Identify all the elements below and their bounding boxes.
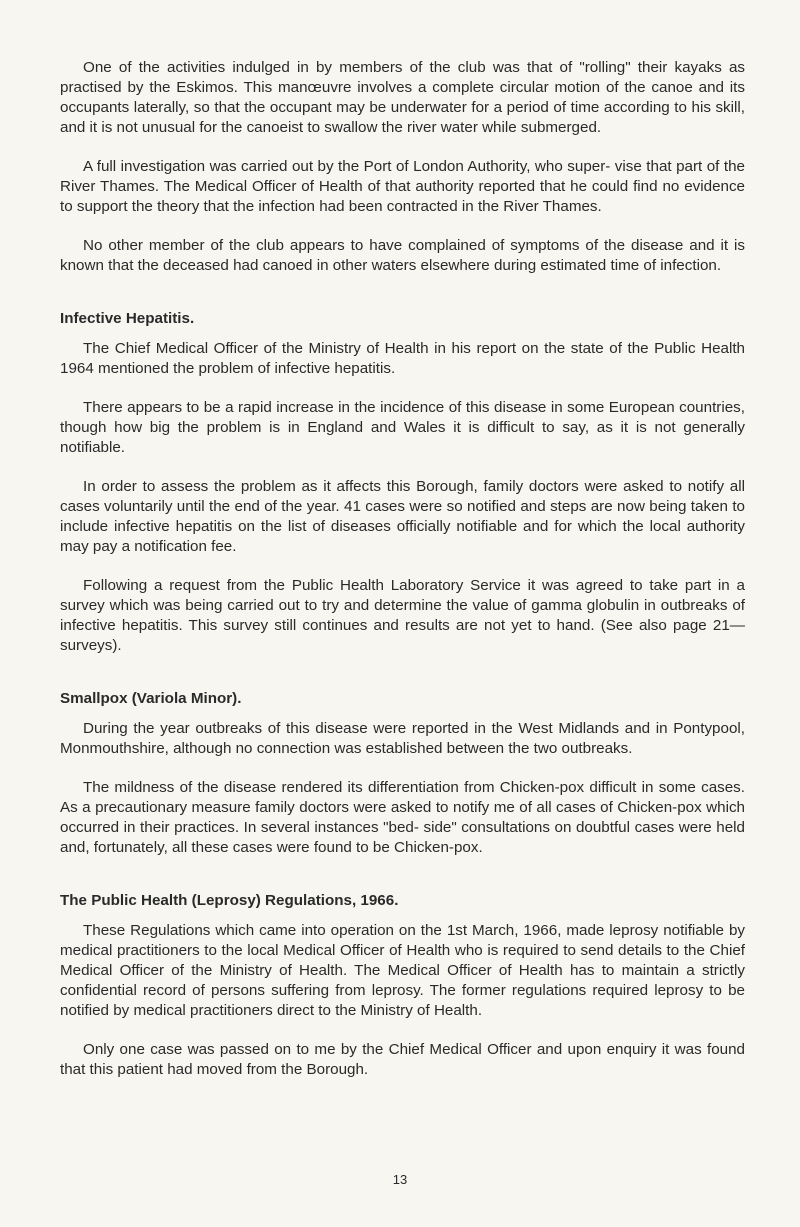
paragraph-hepatitis-survey: Following a request from the Public Health Laboratory Service it was agreed to take part in a survey which was being carried out to try and determine the value of gamma globulin in outbreaks of infective hepatitis. This survey still continues and results are not yet to hand. (See also page 21—surveys). (60, 577, 745, 654)
paragraph-no-other-member: No other member of the club appears to have complained of symptoms of the disease and it is known that the deceased had canoed in other waters elsewhere during estimated time of infection. (60, 237, 745, 274)
paragraph-leprosy-regulations: These Regulations which came into operation on the 1st March, 1966, made leprosy notifiable by medical practitioners to the local Medical Officer of Health who is required to send details to the Chief Medical Officer of the Ministry of Health. The Medical Officer of Health has to maintain a strictly confidential record of persons suffering from leprosy. The former regulations required leprosy to be notified by medical practitioners direct to the Ministry of Health. (60, 922, 745, 1019)
heading-infective-hepatitis: Infective Hepatitis. (60, 310, 195, 327)
paragraph-hepatitis-notify: In order to assess the problem as it affects this Borough, family doctors were asked to notify all cases voluntarily until the end of the year. 41 cases were so notified and steps are now being taken to include infective hepatitis on the list of diseases officially notifiable and for which the local authority may pay a notification fee. (60, 478, 745, 555)
paragraph-smallpox-chickenpox: The mildness of the disease rendered its differentiation from Chicken-pox difficult in some cases. As a precautionary measure family doctors were asked to notify me of all cases of Chicken-pox which occurred in their practices. In several instances "bed- side" consultations on doubtful cases were held and, fortunately, all these cases were found to be Chicken-pox. (60, 779, 745, 856)
paragraph-smallpox-outbreaks: During the year outbreaks of this disease were reported in the West Midlands and in Pontypool, Monmouthshire, although no connection was established between the two outbreaks. (60, 720, 745, 757)
heading-leprosy-regulations: The Public Health (Leprosy) Regulations, 1966. (60, 892, 399, 909)
paragraph-leprosy-case: Only one case was passed on to me by the Chief Medical Officer and upon enquiry it was found that this patient had moved from the Borough. (60, 1041, 745, 1078)
page-number: 13 (392, 1172, 408, 1187)
paragraph-hepatitis-report: The Chief Medical Officer of the Ministry of Health in his report on the state of the Public Health 1964 mentioned the problem of infective hepatitis. (60, 340, 745, 377)
paragraph-port-authority: A full investigation was carried out by the Port of London Authority, who super- vise that part of the River Thames. The Medical Officer of Health of that authority reported that he could find no evidence to support the theory that the infection had been contracted in the River Thames. (60, 158, 745, 215)
paragraph-hepatitis-increase: There appears to be a rapid increase in the incidence of this disease in some European countries, though how big the problem is in England and Wales it is difficult to say, as it is not generally notifiable. (60, 399, 745, 456)
heading-smallpox: Smallpox (Variola Minor). (60, 690, 242, 707)
paragraph-rolling-kayaks: One of the activities indulged in by members of the club was that of "rolling" their kayaks as practised by the Eskimos. This manœuvre involves a complete circular motion of the canoe and its occupants laterally, so that the occupant may be underwater for a period of time according to his skill, and it is not unusual for the canoeist to swallow the river water while submerged. (60, 59, 745, 136)
